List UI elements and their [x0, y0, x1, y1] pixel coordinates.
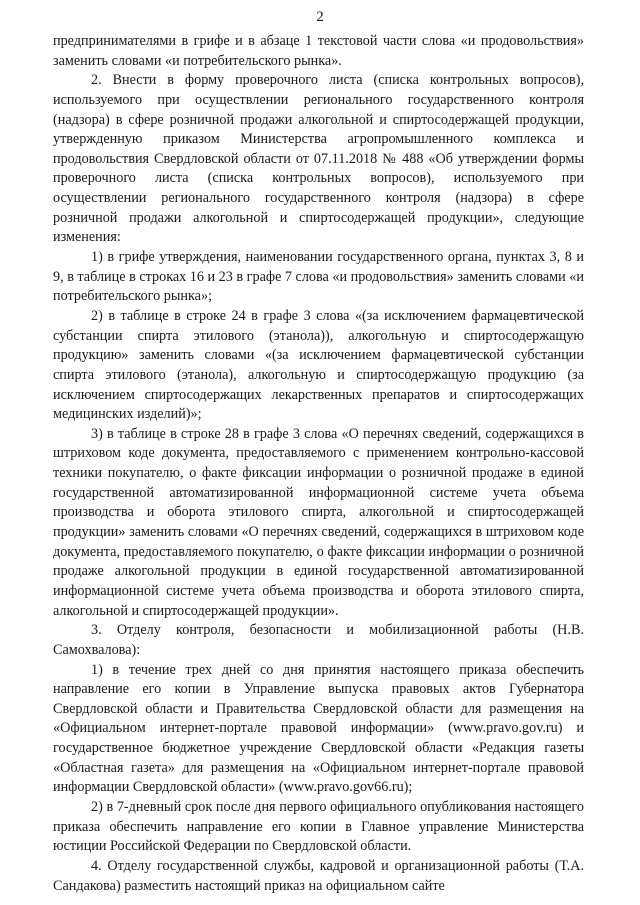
paragraph-subitem-2-3: 3) в таблице в строке 28 в графе 3 слова «О перечнях сведений, содержащихся в штриховом коде документа, предоставляемого с применением контрольно-кассовой техники покупателю, о факте фиксации информации о розничной продаже в единой государственной автоматизированной информационной системе учета объема производства и оборота этилового спирта, алкогольной и спиртосодержащей продукции» заменить словами «О перечнях сведений, содержащихся в штриховом коде документа, предоставляемого покупателю, о факте фиксации информации о розничной продаже алкогольной продукции в единой государственной автоматизированной информационной системе учета объема производства и оборота этилового спирта, алкогольной и спиртосодержащей продукции». [53, 425, 584, 619]
paragraph-item-3: 3. Отделу контроля, безопасности и мобилизационной работы (Н.В. Самохвалова): [53, 622, 584, 658]
paragraph-subitem-2-1: 1) в грифе утверждения, наименовании государственного органа, пунктах 3, 8 и 9, в таблице в строках 16 и 23 в графе 7 слова «и продовольствия» заменить словами «и потребительского рынка»; [53, 249, 584, 305]
paragraph-subitem-3-2: 2) в 7-дневный срок после дня первого официального опубликования настоящего приказа обеспечить направление его копии в Главное управление Министерства юстиции Российской Федерации по Свердловской области. [53, 798, 584, 855]
document-body [53, 32, 584, 896]
paragraph-item-4: 4. Отделу государственной службы, кадровой и организационной работы (Т.А. Сандакова) разместить настоящий приказ на официальном сайте [53, 857, 584, 894]
paragraph-continuation: предпринимателями в грифе и в абзаце 1 текстовой части слова «и продовольствия» заменить словами «и потребительского рынка». [53, 33, 584, 69]
paragraph-item-2: 2. Внести в форму проверочного листа (списка контрольных вопросов), используемого при осуществлении регионального государственного контроля (надзора) в сфере розничной продажи алкогольной и спиртосодержащей продукции, утвержденную приказом Министерства агропромышленного комплекса и продовольствия Свердловской области от 07.11.2018 № 488 «Об утверждении формы проверочного листа (списка контрольных вопросов), используемого при осуществлении регионального государственного контроля (надзора) в сфере розничной продажи алкогольной и спиртосодержащей продукции», следующие изменения: [53, 72, 584, 246]
page-number: 2 [316, 9, 324, 25]
paragraph-subitem-3-1: 1) в течение трех дней со дня принятия настоящего приказа обеспечить направление его копии в Управление выпуска правовых актов Губернатора Свердловской области и Правительства Свердловской области для размещения на «Официальном интернет-портале правовой информации» (www.pravo.gov.ru) и государственное бюджетное учреждение Свердловской области «Редакция газеты «Областная газета» для размещения на «Официальном интернет-портале правовой информации Свердловской области» (www.pravo.gov66.ru); [53, 661, 584, 796]
paragraph-subitem-2-2: 2) в таблице в строке 24 в графе 3 слова «(за исключением фармацевтической субстанции спирта этилового (этанола)), алкогольную и спиртосодержащую продукцию» заменить словами «(за исключением фармацевтической субстанции спирта этилового (этанола), алкогольную и спиртосодержащую продукцию (за исключением спиртосодержащих лекарственных препаратов и спиртосодержащих медицинских изделий)»; [53, 307, 584, 423]
